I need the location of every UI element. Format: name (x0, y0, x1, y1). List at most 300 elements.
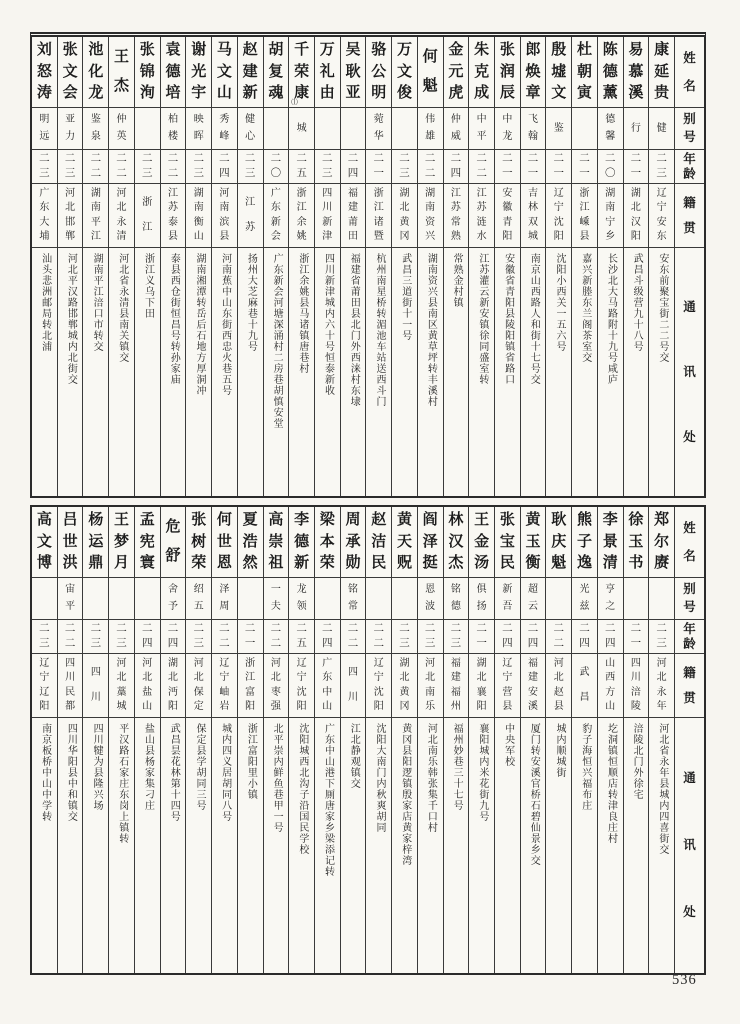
entry-column (494, 507, 520, 973)
entry-age: 二 五 (296, 623, 307, 649)
entry-address: 四川华阳县中和镇交 (65, 723, 77, 822)
entry-column (263, 507, 289, 973)
entry-native: 江 苏 涟 水 (476, 187, 487, 243)
entry-address: 福州妙巷三十七号 (451, 723, 463, 811)
entry-column (391, 507, 417, 973)
entry-byname (341, 108, 366, 149)
entry-name: 熊 子 逸 (576, 512, 592, 571)
entry-name: 耿 庆 魁 (551, 512, 567, 571)
entry-age: 二 三 (656, 623, 667, 649)
header-name: 姓 名 (683, 51, 696, 93)
entry-column (623, 37, 649, 496)
entry-name: 吕 世 洪 (62, 512, 78, 571)
entry-byname: 明 远 (39, 114, 50, 142)
entry-name: 周 承 勋 (345, 512, 361, 571)
entry-native: 安 徽 青 阳 (502, 187, 513, 243)
entry-age: 二 四 (167, 623, 179, 649)
entry-column (597, 37, 623, 496)
entry-byname (392, 108, 417, 149)
entry-byname: 中 龙 (502, 114, 513, 142)
entry-column (417, 507, 443, 973)
entry-address: 嘉兴新塍东兰阁茶室交 (579, 253, 591, 363)
entry-byname: 鉴 泉 (90, 114, 101, 142)
header-age: 年 龄 (683, 151, 696, 181)
entry-native: 广 东 新 会 (270, 187, 281, 243)
entry-byname: 柏 楼 (167, 114, 178, 142)
entry-name: 郎 焕 章 (525, 42, 541, 101)
entry-native: 浙 江 富 阳 (245, 657, 256, 713)
entry-byname: 菀 华 (373, 114, 384, 142)
entry-column (82, 507, 108, 973)
entry-address: 涪陵北门外徐宅 (631, 723, 643, 800)
entry-byname: 绍 五 (193, 584, 204, 612)
entry-column (57, 507, 83, 973)
entry-native: 辽 宁 辽 阳 (39, 657, 50, 713)
entry-name: 阎 泽 挺 (422, 512, 438, 571)
entry-name: 刘 怒 涛 (36, 42, 52, 101)
entry-byname: 铭 德 (450, 584, 461, 612)
entry-byname: 一 夫 (270, 584, 281, 612)
entry-name: 骆 公 明 (371, 42, 387, 101)
entry-byname: 秀 峰 (219, 114, 230, 142)
entry-address: 长沙北大马路附十九号咸庐 (605, 253, 617, 385)
entry-age: 二 四 (219, 153, 230, 179)
entry-byname: 恩 波 (425, 584, 436, 612)
entry-column (314, 507, 340, 973)
entry-native: 浙 江 (142, 197, 153, 233)
entry-age: 二 三 (39, 623, 50, 649)
entry-age: 二 〇 (604, 153, 616, 179)
entry-address: 河北省永年县城内四喜街交 (656, 723, 668, 855)
entry-address: 泰县西仓街恒昌号转孙家庙 (168, 253, 180, 385)
entry-byname (109, 578, 134, 619)
entry-native: 四 川 新 津 (322, 187, 333, 243)
entry-name: 何 魁 (422, 49, 438, 94)
entry-byname: 健 (656, 122, 667, 134)
entry-native: 湖 北 汉 阳 (630, 187, 641, 243)
entry-address: 南京山西路人和街十七号交 (528, 253, 540, 385)
entry-name: 孟 宪 寰 (139, 512, 155, 571)
entry-native: 辽 宁 沈 阳 (296, 657, 307, 713)
entry-column (365, 507, 391, 973)
entry-column (417, 37, 443, 496)
entry-address: 湖南平江涪口市转交 (91, 253, 103, 352)
entry-name: 杜 朝 寅 (576, 42, 592, 101)
entry-byname: 龙 领 (296, 584, 307, 612)
entry-byname (315, 578, 340, 619)
entry-age: 二 二 (64, 623, 76, 649)
entry-name: 林 汉 杰 (448, 512, 464, 571)
entry-column (160, 37, 186, 496)
entry-name: 金 元 虎 (448, 42, 464, 101)
entry-name: 千 荣 康 (294, 42, 310, 101)
entry-name: 张 树 荣 (191, 512, 207, 571)
entry-name: 殷 墟 文 (551, 42, 567, 101)
entry-column (237, 37, 263, 496)
entry-address: 黄冈县阳逻镇殷家店黄家梓湾 (399, 723, 411, 866)
entry-age: 二 一 (244, 623, 256, 649)
entry-byname: 城 (296, 122, 307, 134)
entry-address: 城内顺城街 (554, 723, 566, 778)
entry-address: 四川新津城内六十号恒泰新收 (322, 253, 334, 396)
entry-age: 二 一 (527, 153, 539, 179)
entry-column (160, 507, 186, 973)
entry-address: 襄阳城内米花街九号 (476, 723, 488, 822)
entry-column (520, 37, 546, 496)
entry-column (211, 507, 237, 973)
entry-address: 汕头悲洲邮局转北浦 (39, 253, 51, 352)
entry-age: 二 三 (399, 623, 410, 649)
entry-name: 池 化 龙 (88, 42, 104, 101)
entry-address: 广东中山港下厠唐家乡梁添记转 (322, 723, 334, 877)
entry-name: 康 延 贵 (654, 42, 670, 101)
entry-byname (135, 108, 160, 149)
entry-column (108, 37, 134, 496)
entry-age: 二 四 (347, 153, 359, 179)
entry-column (82, 37, 108, 496)
entry-native: 河 北 南 乐 (425, 657, 436, 713)
entry-address: 江北静观镇交 (348, 723, 360, 789)
entry-byname (649, 578, 674, 619)
entry-address: 南京板桥中山中学转 (39, 723, 51, 822)
entry-column (237, 507, 263, 973)
entry-name: 易 慕 溪 (628, 42, 644, 101)
entry-column (545, 507, 571, 973)
entry-byname: 鉴 (553, 122, 564, 134)
entry-address: 浙江义乌下田 (142, 253, 154, 319)
header-name: 姓 名 (683, 521, 696, 563)
entry-native: 四 川 民 都 (65, 657, 76, 713)
entry-name: 谢 光 宇 (191, 42, 207, 101)
entry-native: 浙 江 余 姚 (296, 187, 307, 243)
entry-age: 二 三 (322, 153, 333, 179)
entry-age: 二 三 (116, 623, 127, 649)
entry-native: 辽 宁 营 县 (502, 657, 513, 713)
entry-age: 二 一 (630, 153, 642, 179)
entry-native: 湖 南 宁 乡 (605, 187, 616, 243)
entry-name: 袁 德 培 (165, 42, 181, 101)
entry-column (391, 37, 417, 496)
entry-byname: 宙 平 (65, 584, 76, 612)
entry-age: 二 一 (630, 623, 642, 649)
entry-address: 河南蕉中山东街西忠火巷五号 (219, 253, 231, 396)
entry-native: 湖 北 黄 冈 (399, 657, 410, 713)
entry-address: 保定县学胡同三号 (193, 723, 205, 811)
entry-name: 高 文 博 (36, 512, 52, 571)
entry-column (443, 507, 469, 973)
entry-address: 河北省永清县南关镇交 (116, 253, 128, 363)
entry-byname: 亨 之 (605, 584, 616, 612)
entry-address: 江苏灌云新安镇徐同盛室转 (476, 253, 488, 385)
entry-native: 浙 江 嵊 县 (579, 187, 590, 243)
entry-native: 辽 宁 沈 阳 (373, 657, 384, 713)
entry-age: 二 二 (116, 153, 127, 179)
entry-native: 河 北 赵 县 (553, 657, 564, 713)
entry-address: 浙江富阳里小镇 (245, 723, 257, 800)
entry-address: 杭州南星桥转湄池车站送西斗门 (373, 253, 385, 407)
entry-age: 二 一 (373, 153, 384, 179)
entry-name: 万 礼 由 (319, 42, 335, 101)
entry-native: 湖 北 襄 阳 (476, 657, 487, 713)
entry-name: 张 润 辰 (499, 42, 515, 101)
entry-name: 郑 尔 赓 (654, 512, 670, 571)
entry-column (623, 507, 649, 973)
entry-age: 二 三 (64, 153, 76, 179)
entry-name: 杨 运 鼎 (88, 512, 104, 571)
header-byname: 别 号 (683, 112, 696, 145)
entry-column (340, 507, 366, 973)
entry-address: 圪洞镇恒顺店转津良庄村 (605, 723, 617, 844)
entry-column (263, 37, 289, 496)
entry-column (134, 507, 160, 973)
entry-age: 二 一 (579, 153, 590, 179)
entry-native: 湖 北 沔 阳 (167, 657, 178, 713)
entry-age: 二 四 (142, 623, 153, 649)
entry-age: 二 四 (450, 153, 462, 179)
entry-column (288, 37, 314, 496)
entry-column (571, 37, 597, 496)
entry-name: 朱 克 成 (474, 42, 490, 101)
entry-byname (83, 578, 108, 619)
entry-name: 李 景 清 (602, 512, 618, 571)
entry-age: 二 三 (656, 153, 667, 179)
entry-column (597, 507, 623, 973)
entry-column (468, 507, 494, 973)
entry-address: 武昌三道街十一号 (399, 253, 411, 341)
entry-native: 福 建 安 溪 (528, 657, 539, 713)
entry-native: 武 昌 (579, 667, 590, 703)
entry-address: 豹子海恒兴福布庄 (579, 723, 591, 811)
entry-native: 浙 江 诸 暨 (373, 187, 384, 243)
entry-age: 二 五 (296, 153, 307, 179)
entry-name: 王 金 汤 (474, 512, 490, 571)
entry-name: 黄 玉 衡 (525, 512, 541, 571)
entry-name: 黄 天 贶 (396, 512, 412, 571)
entry-name: 徐 玉 书 (628, 512, 644, 571)
entry-column (443, 37, 469, 496)
entry-native: 广 东 中 山 (322, 657, 333, 713)
entry-age: 二 三 (90, 623, 102, 649)
entry-address: 安徽省青阳县陵阳镇省路口 (502, 253, 514, 385)
entry-byname (624, 578, 649, 619)
entry-address: 安东前聚宝街二二号交 (656, 253, 668, 363)
entry-column (494, 37, 520, 496)
entry-column (520, 507, 546, 973)
header-byname: 别 号 (683, 582, 696, 615)
page-number: 536 (672, 972, 697, 988)
header-native: 籍 贯 (683, 665, 696, 705)
entry-byname (32, 578, 57, 619)
entry-byname (238, 578, 263, 619)
entry-address: 武昌昙花林第十四号 (168, 723, 180, 822)
entry-column (571, 507, 597, 973)
entry-age: 二 四 (604, 623, 616, 649)
entry-byname (392, 578, 417, 619)
entry-column (288, 507, 314, 973)
entry-byname (135, 578, 160, 619)
entry-column (314, 37, 340, 496)
entry-byname (366, 578, 391, 619)
entry-byname: 飞 翰 (528, 114, 539, 142)
entry-age: 二 三 (450, 623, 462, 649)
entry-byname: 伟 雄 (425, 114, 436, 142)
entry-byname: 俱 扬 (476, 584, 487, 612)
entry-address: 湖南湘潭转岳后石地方厚洞冲 (193, 253, 205, 396)
entry-name: 马 文 山 (216, 42, 232, 101)
entry-byname: 新 吾 (502, 584, 513, 612)
entry-name: 张 宝 民 (499, 512, 515, 571)
header-column (674, 37, 704, 496)
entry-age: 二 二 (219, 623, 230, 649)
entry-native: 福 建 莆 田 (348, 187, 359, 243)
entry-age: 二 四 (502, 623, 513, 649)
entry-byname (264, 108, 289, 149)
entry-age: 二 二 (553, 623, 565, 649)
entry-column (134, 37, 160, 496)
entry-age: 二 四 (322, 623, 333, 649)
entry-native: 辽 宁 安 东 (656, 187, 667, 243)
entry-native: 四 川 涪 陵 (630, 657, 641, 713)
entry-native: 河 北 保 定 (193, 657, 204, 713)
entry-age: 二 二 (167, 153, 179, 179)
entry-name: 胡 复 魂 (268, 42, 284, 101)
entry-age: 二 三 (424, 623, 436, 649)
entry-byname (572, 108, 597, 149)
entry-native: 福 建 福 州 (450, 657, 461, 713)
entry-address: 四川犍为县隆兴场 (91, 723, 103, 811)
header-address: 通 讯 处 (683, 771, 696, 920)
entry-byname: 中 平 (476, 114, 487, 142)
entry-native: 河 北 永 清 (116, 187, 127, 243)
entry-native: 河 北 枣 强 (270, 657, 281, 713)
entry-address: 福建省莆田县北门外西涞村东埭 (348, 253, 360, 407)
directory-table-top (30, 32, 706, 498)
entry-column (32, 507, 57, 973)
header-age: 年 龄 (683, 621, 696, 651)
entry-column (108, 507, 134, 973)
entry-column (57, 37, 83, 496)
entry-address: 河北平汉路邯郸城内北街交 (65, 253, 77, 385)
entry-age: 二 三 (39, 153, 50, 179)
entry-native: 吉 林 双 城 (528, 187, 539, 243)
entry-name: 万 文 俊 (396, 42, 412, 101)
entry-column (648, 37, 674, 496)
entry-age: 二 二 (373, 623, 384, 649)
entry-native: 山 西 方 山 (605, 657, 616, 713)
entry-address: 平汉路石家庄东岗上镇转 (116, 723, 128, 844)
entry-byname (315, 108, 340, 149)
entry-address: 湖南资兴县南区黄草坪转丰溪村 (425, 253, 437, 407)
entry-byname: 仲 威 (450, 114, 461, 142)
entry-name: 王 梦 月 (114, 512, 130, 571)
entry-name: 夏 浩 然 (242, 512, 258, 571)
entry-age: 二 三 (244, 153, 256, 179)
entry-age: 二 二 (90, 153, 102, 179)
entry-native: 湖 南 平 江 (90, 187, 101, 243)
entry-name: 何 世 恩 (216, 512, 232, 571)
entry-name: 高 崇 祖 (268, 512, 284, 571)
entry-native: 河 南 滨 县 (219, 187, 230, 243)
entry-native: 河 北 藁 城 (116, 657, 127, 713)
entry-name: 梁 本 荣 (319, 512, 335, 571)
entry-byname: 行 (630, 122, 641, 134)
entry-address: 浙江余姚县马诸镇唐巷村 (296, 253, 308, 374)
entry-address: 盐山县杨家集刁庄 (142, 723, 154, 811)
entry-age: 二 一 (553, 153, 565, 179)
entry-byname (546, 578, 571, 619)
entry-age: 二 三 (142, 153, 153, 179)
entry-column (340, 37, 366, 496)
entry-native: 河 北 永 年 (656, 657, 667, 713)
header-native: 籍 贯 (683, 195, 696, 235)
entry-age: 二 二 (270, 623, 282, 649)
entry-native: 辽 宁 岫 岩 (219, 657, 230, 713)
entry-address: 城内四义居胡同八号 (219, 723, 231, 822)
entry-address: 沈阳大南门内秋爽胡同 (373, 723, 385, 833)
entry-column (545, 37, 571, 496)
directory-table-bottom (30, 505, 706, 975)
entry-age: 二 四 (527, 623, 539, 649)
entry-age: 二 三 (193, 623, 204, 649)
entry-native: 广 东 大 埔 (39, 187, 50, 243)
entry-byname: 泽 周 (219, 584, 230, 612)
entry-native: 湖 北 黄 冈 (399, 187, 410, 243)
entry-address: 中央军校 (502, 723, 514, 767)
entry-byname: 映 晖 (193, 114, 204, 142)
entry-name: 张 锦 洵 (139, 42, 155, 101)
entry-column (185, 37, 211, 496)
entry-column (468, 37, 494, 496)
entry-column (648, 507, 674, 973)
entry-address: 沈阳城西北沟子沿国民学校 (296, 723, 308, 855)
entry-address: 常熟金村镇 (451, 253, 463, 308)
entry-byname: 亚 力 (65, 114, 76, 142)
entry-age: 二 二 (347, 623, 359, 649)
entry-name: 李 德 新 (294, 512, 310, 571)
entry-native: 四 川 (348, 667, 359, 703)
entry-age: 二 二 (424, 153, 436, 179)
entry-age: 二 三 (399, 153, 410, 179)
entry-native: 四 川 (90, 667, 101, 703)
entry-note: ⑴ (291, 98, 298, 106)
entry-address: 武昌斗级营九十八号 (631, 253, 643, 352)
entry-name: 王 杰 (114, 49, 130, 94)
entry-column (365, 37, 391, 496)
entry-native: 江 苏 常 熟 (450, 187, 461, 243)
entry-name: 张 文 会 (62, 42, 78, 101)
entry-address: 沈阳小西关一五六号 (554, 253, 566, 352)
entry-name: 危 舒 (165, 519, 181, 564)
entry-name: 吴 耿 亚 (345, 42, 361, 101)
entry-name: 陈 德 薰 (602, 42, 618, 101)
entry-byname: 仲 英 (116, 114, 127, 142)
entry-age: 二 三 (193, 153, 204, 179)
entry-native: 湖 南 资 兴 (425, 187, 436, 243)
header-column (674, 507, 704, 973)
entry-address: 北平崇内鲜鱼巷甲一号 (271, 723, 283, 833)
entry-age: 二 〇 (270, 153, 282, 179)
entry-address: 厦门转安溪官桥石碧仙景乡交 (528, 723, 540, 866)
entry-age: 二 一 (502, 153, 513, 179)
entry-column (185, 507, 211, 973)
entry-native: 江 苏 泰 县 (167, 187, 178, 243)
entry-native: 江 苏 (245, 197, 256, 233)
entry-byname: 舍 予 (167, 584, 178, 612)
entry-age: 二 一 (476, 623, 487, 649)
entry-address: 广东新会河塘深涌村二房巷胡慎安堂 (271, 253, 283, 429)
entry-byname: 超 云 (528, 584, 539, 612)
entry-byname: 健 心 (245, 114, 256, 142)
